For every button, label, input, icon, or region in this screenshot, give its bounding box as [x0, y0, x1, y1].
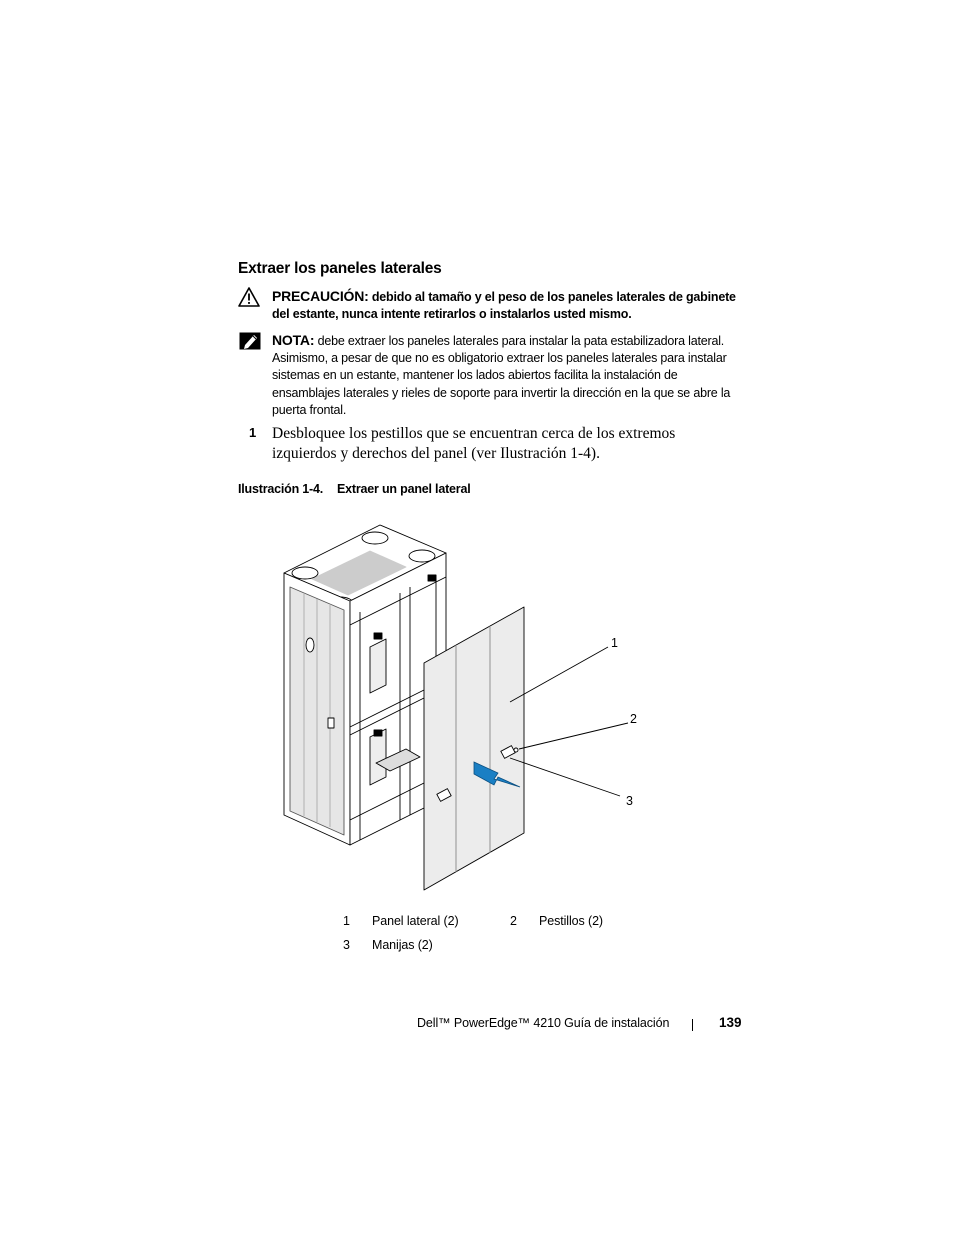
section-title: Extraer los paneles laterales [238, 260, 442, 277]
caution-warning-icon [238, 287, 260, 307]
callout-3: 3 [626, 794, 633, 808]
caution-block [272, 288, 742, 323]
legend-num-2: 2 [510, 914, 517, 928]
step-number: 1 [249, 425, 257, 440]
figure-caption [238, 482, 470, 496]
legend-label-2: Pestillos (2) [539, 914, 603, 928]
note-block [272, 332, 742, 419]
caution-body: debido al tamaño y el peso de los paneles laterales de gabinete del estante, nunca intente retirarlos o instalarlos usted mismo. [272, 290, 736, 321]
step-text: Desbloquee los pestillos que se encuentran cerca de los extremos izquierdos y derechos del panel (ver Ilustración 1-4). [272, 425, 676, 462]
rack-side-panel-illustration [270, 515, 650, 900]
legend-label-1: Panel lateral (2) [372, 914, 459, 928]
figure-title: Extraer un panel lateral [337, 482, 471, 496]
callout-2: 2 [630, 712, 637, 726]
caution-label: PRECAUCIÓN: [272, 288, 369, 304]
figure-number: Ilustración 1-4. [238, 482, 324, 496]
callout-1: 1 [611, 636, 618, 650]
footer-separator [692, 1019, 693, 1031]
footer-title: Dell™ PowerEdge™ 4210 Guía de instalación [417, 1016, 670, 1030]
note-label: NOTA: [272, 332, 315, 348]
legend-label-3: Manijas (2) [372, 938, 433, 952]
note-body: debe extraer los paneles laterales para instalar la pata estabilizadora lateral. Asimismo, a pesar de que no es obligatorio extraer los paneles laterales para instalar sistemas en un estante, mantener los lados abiertos facilita la instalación de ensamblajes laterales y rieles de soporte para invertir la dirección en la que se abre la puerta frontal. [272, 334, 731, 417]
legend-num-1: 1 [343, 914, 350, 928]
legend-num-3: 3 [343, 938, 350, 952]
page-number: 139 [719, 1015, 742, 1030]
note-pencil-icon [239, 332, 261, 350]
